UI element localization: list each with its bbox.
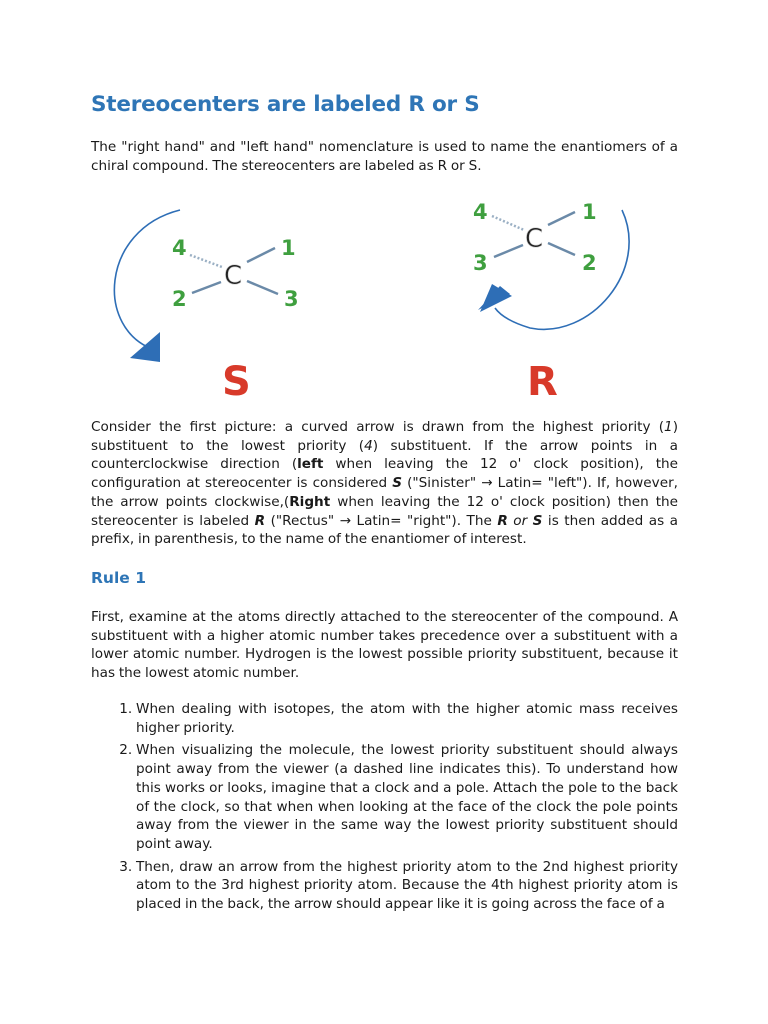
s-bond-3: [247, 281, 278, 294]
rule1-heading: Rule 1: [91, 569, 146, 587]
list-item: 3. Then, draw an arrow from the highest priority atom to the 2nd highest priority atom to the 3rd highest priority atom. Because the 4th highest priority atom is placed in the back, the arrow should appear like it is going across the face of a: [136, 858, 678, 914]
r-molecule: [473, 200, 629, 405]
list-item: 1. When dealing with isotopes, the atom with the higher atomic mass receives higher priority.: [136, 700, 678, 737]
r-caption: R: [527, 359, 558, 405]
r-bond-1: [548, 212, 575, 225]
r-center-atom: C: [525, 224, 544, 254]
s-num-3: 3: [284, 287, 299, 311]
s-bond-4: [190, 255, 222, 267]
s-arrowhead: [130, 332, 160, 362]
r-num-3: 3: [473, 251, 488, 275]
s-num-2: 2: [172, 287, 187, 311]
s-center-atom: C: [224, 261, 243, 291]
r-bond-4: [492, 216, 524, 230]
r-num-4: 4: [473, 200, 488, 224]
r-num-2: 2: [582, 251, 597, 275]
r-bond-3: [494, 245, 523, 257]
rule1-list: [91, 700, 678, 918]
s-caption: S: [222, 359, 251, 405]
s-num-4: 4: [172, 236, 187, 260]
r-curved-arrow: [495, 210, 629, 329]
rule1-paragraph: First, examine at the atoms directly attached to the stereocenter of the compound. A substituent with a higher atomic number takes precedence over a substituent with a lower atomic number. Hydrogen is the lowest possible priority substituent, because it has the lowest atomic number.: [91, 609, 678, 682]
s-num-1: 1: [281, 236, 296, 260]
s-curved-arrow: [114, 210, 180, 350]
s-molecule: [114, 210, 298, 405]
r-num-1: 1: [582, 200, 597, 224]
list-item: 2. When visualizing the molecule, the lowest priority substituent should always point away from the viewer (a dashed line indicates this). To understand how this works or looks, imagine that a clock and a pole. Attach the pole to the back of the clock, so that when when looking at the face of the clock the pole points away from the viewer in the same way the lowest priority substituent should point away.: [136, 741, 678, 853]
explanation-paragraph: Consider the first picture: a curved arrow is drawn from the highest priority (1) substituent to the lowest priority (4) substituent. If the arrow points in a counterclockwise direction (left when leaving the 12 o' clock position), the configuration at stereocenter is considered S ("Sinister" → Latin= "left"). If, however, the arrow points clockwise,(Right when leaving the 12 o' clock position) then the stereocenter is labeled R ("Rectus" → Latin= "right"). The R or S is then added as a prefix, in parenthesis, to the name of the enantiomer of interest.: [91, 419, 679, 548]
intro-paragraph: The "right hand" and "left hand" nomenclature is used to name the enantiomers of a chiral compound. The stereocenters are labeled as R or S.: [91, 139, 678, 174]
page-title: Stereocenters are labeled R or S: [91, 92, 480, 117]
stereocenter-figure: [0, 0, 768, 420]
r-bond-2: [548, 243, 575, 255]
s-bond-2: [192, 282, 221, 293]
s-bond-1: [247, 248, 275, 262]
